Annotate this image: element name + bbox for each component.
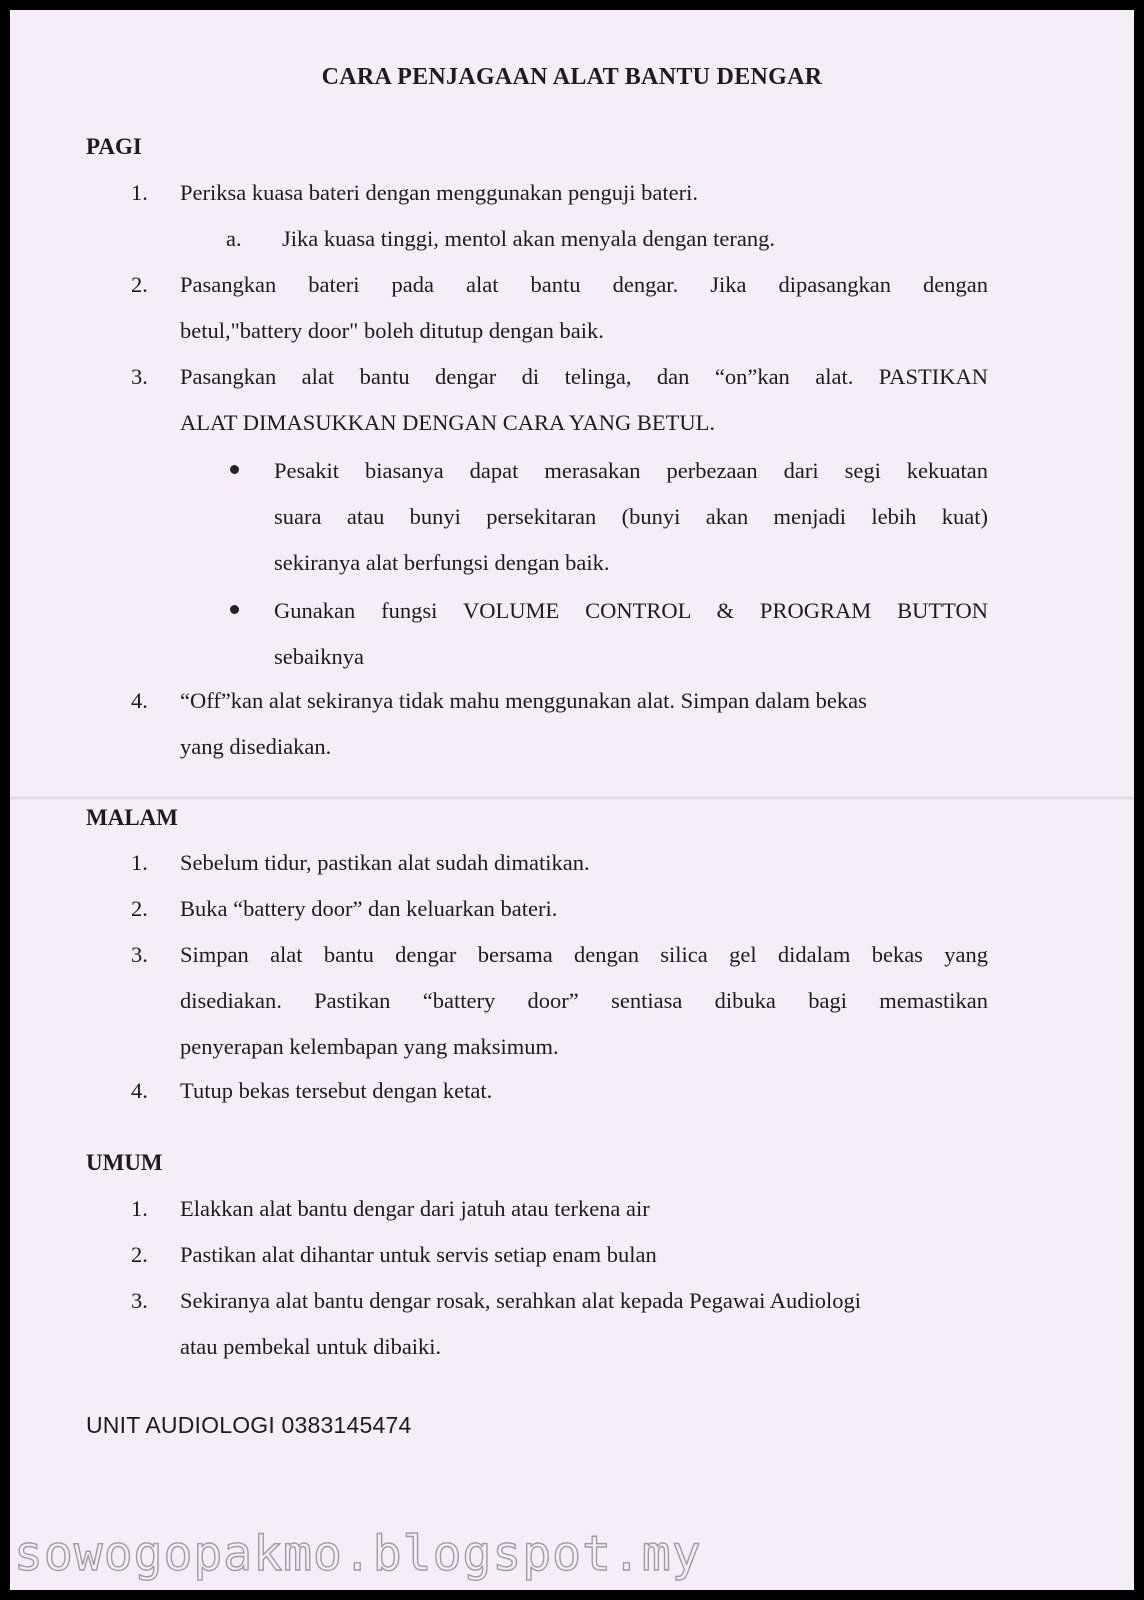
list-item-text: Pasangkan bateri pada alat bantu dengar. Jika dipasangkan dengan bbox=[180, 272, 988, 297]
list-item-text: Pasangkan alat bantu dengar di telinga, dan “on”kan alat. PASTIKAN bbox=[180, 364, 988, 389]
page-title: CARA PENJAGAAN ALAT BANTU DENGAR bbox=[321, 64, 823, 90]
footer-contact: UNIT AUDIOLOGI 0383145474 bbox=[86, 1412, 412, 1438]
list-item-text: Elakkan alat bantu dengar dari jatuh atau terkena air bbox=[180, 1196, 650, 1221]
list-item-text: penyerapan kelembapan yang maksimum. bbox=[180, 1034, 559, 1059]
bullet-text: suara atau bunyi persekitaran (bunyi akan menjadi lebih kuat) bbox=[274, 504, 988, 529]
bullet-point bbox=[230, 465, 239, 474]
list-number: 3. bbox=[131, 1288, 148, 1313]
bullet-point bbox=[230, 605, 239, 614]
list-number: 1. bbox=[131, 850, 148, 875]
list-number: 4. bbox=[131, 688, 148, 713]
document-page bbox=[10, 10, 1134, 1590]
list-number: 1. bbox=[131, 180, 148, 205]
list-item-text: Periksa kuasa bateri dengan menggunakan penguji bateri. bbox=[180, 180, 698, 205]
list-item-text: Simpan alat bantu dengar bersama dengan silica gel didalam bekas yang bbox=[180, 942, 988, 967]
list-item-text: “Off”kan alat sekiranya tidak mahu menggunakan alat. Simpan dalam bekas bbox=[180, 688, 867, 713]
list-item-text: betul,"battery door" boleh ditutup dengan baik. bbox=[180, 318, 604, 343]
bullet-text: Pesakit biasanya dapat merasakan perbezaan dari segi kekuatan bbox=[274, 458, 988, 483]
list-number: 3. bbox=[131, 942, 148, 967]
watermark-text: sowogopakmo.blogspot.my bbox=[14, 1526, 702, 1582]
list-number: 2. bbox=[131, 896, 148, 921]
list-number: 2. bbox=[131, 1242, 148, 1267]
section-heading-umum: UMUM bbox=[86, 1150, 163, 1175]
list-item-text: Pastikan alat dihantar untuk servis setiap enam bulan bbox=[180, 1242, 657, 1267]
paper-fold-line bbox=[10, 796, 1134, 800]
section-heading-malam: MALAM bbox=[86, 805, 178, 830]
bullet-text: sebaiknya bbox=[274, 644, 364, 669]
list-number: 2. bbox=[131, 272, 148, 297]
list-number: 3. bbox=[131, 364, 148, 389]
sub-item-label: a. bbox=[226, 226, 242, 251]
list-item-text: yang disediakan. bbox=[180, 734, 332, 759]
sub-item-text: Jika kuasa tinggi, mentol akan menyala dengan terang. bbox=[282, 226, 775, 251]
bullet-text: sekiranya alat berfungsi dengan baik. bbox=[274, 550, 610, 575]
bullet-text: Gunakan fungsi VOLUME CONTROL & PROGRAM BUTTON bbox=[274, 598, 988, 623]
list-item-text: Sebelum tidur, pastikan alat sudah dimatikan. bbox=[180, 850, 590, 875]
list-item-text: Buka “battery door” dan keluarkan bateri. bbox=[180, 896, 558, 921]
list-item-text: atau pembekal untuk dibaiki. bbox=[180, 1334, 442, 1359]
list-item-text: ALAT DIMASUKKAN DENGAN CARA YANG BETUL. bbox=[180, 410, 716, 435]
list-item-text: disediakan. Pastikan “battery door” sentiasa dibuka bagi memastikan bbox=[180, 988, 988, 1013]
list-item-text: Tutup bekas tersebut dengan ketat. bbox=[180, 1078, 493, 1103]
section-heading-pagi: PAGI bbox=[86, 134, 142, 159]
list-number: 1. bbox=[131, 1196, 148, 1221]
list-number: 4. bbox=[131, 1078, 148, 1103]
list-item-text: Sekiranya alat bantu dengar rosak, serahkan alat kepada Pegawai Audiologi bbox=[180, 1288, 862, 1313]
